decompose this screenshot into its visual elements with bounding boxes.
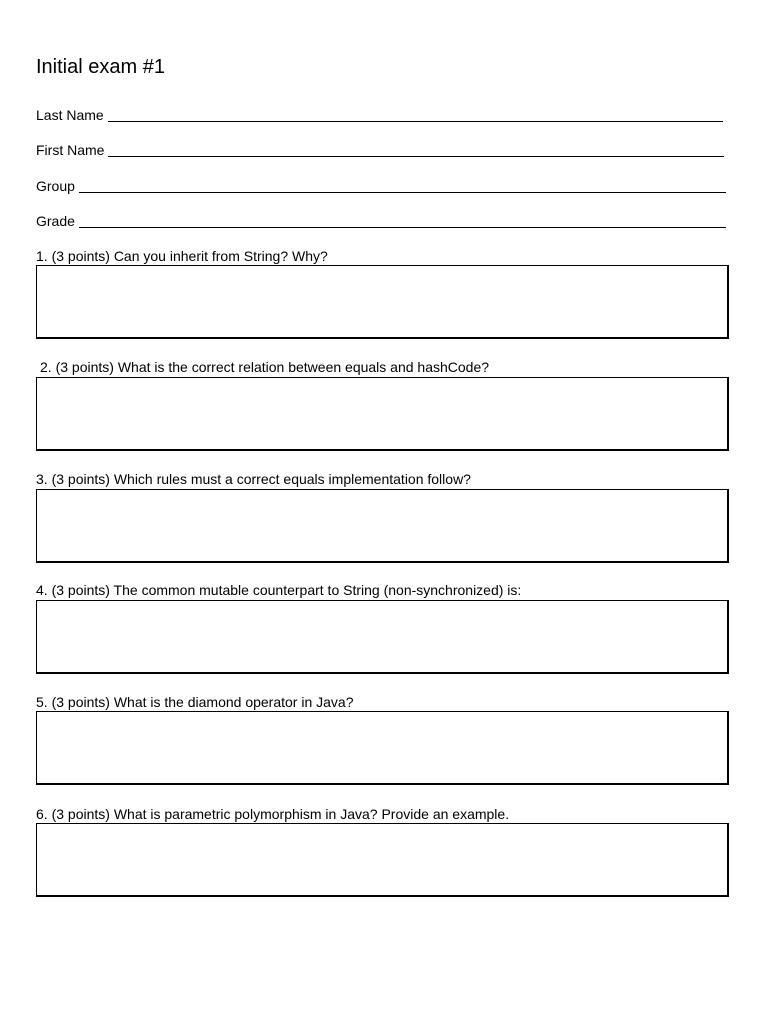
question-1-answer-box[interactable] (36, 265, 729, 339)
question-4-text: 4. (3 points) The common mutable counterpart to String (non-synchronized) is: (36, 582, 522, 598)
question-3-text: 3. (3 points) Which rules must a correct equals implementation follow? (36, 471, 471, 487)
grade-line[interactable] (79, 214, 726, 228)
question-2-text: 2. (3 points) What is the correct relation between equals and hashCode? (40, 359, 490, 375)
last-name-label: Last Name (36, 107, 104, 123)
first-name-field[interactable] (36, 140, 724, 158)
question-3-answer-box[interactable] (36, 489, 729, 563)
question-5-answer-box[interactable] (36, 711, 729, 785)
question-6-text: 6. (3 points) What is parametric polymorphism in Java? Provide an example. (36, 806, 510, 822)
grade-label: Grade (36, 213, 75, 229)
last-name-field[interactable] (36, 105, 723, 123)
question-6-answer-box[interactable] (36, 823, 729, 897)
grade-field[interactable] (36, 211, 726, 229)
group-label: Group (36, 178, 75, 194)
exam-title: Initial exam #1 (36, 56, 165, 78)
last-name-line[interactable] (108, 108, 723, 122)
question-5-text: 5. (3 points) What is the diamond operator in Java? (36, 694, 354, 710)
first-name-label: First Name (36, 142, 105, 158)
first-name-line[interactable] (108, 143, 724, 157)
group-line[interactable] (79, 179, 726, 193)
question-1-text: 1. (3 points) Can you inherit from String? Why? (36, 248, 328, 264)
question-2-answer-box[interactable] (36, 377, 729, 451)
question-4-answer-box[interactable] (36, 600, 729, 674)
group-field[interactable] (36, 176, 726, 194)
